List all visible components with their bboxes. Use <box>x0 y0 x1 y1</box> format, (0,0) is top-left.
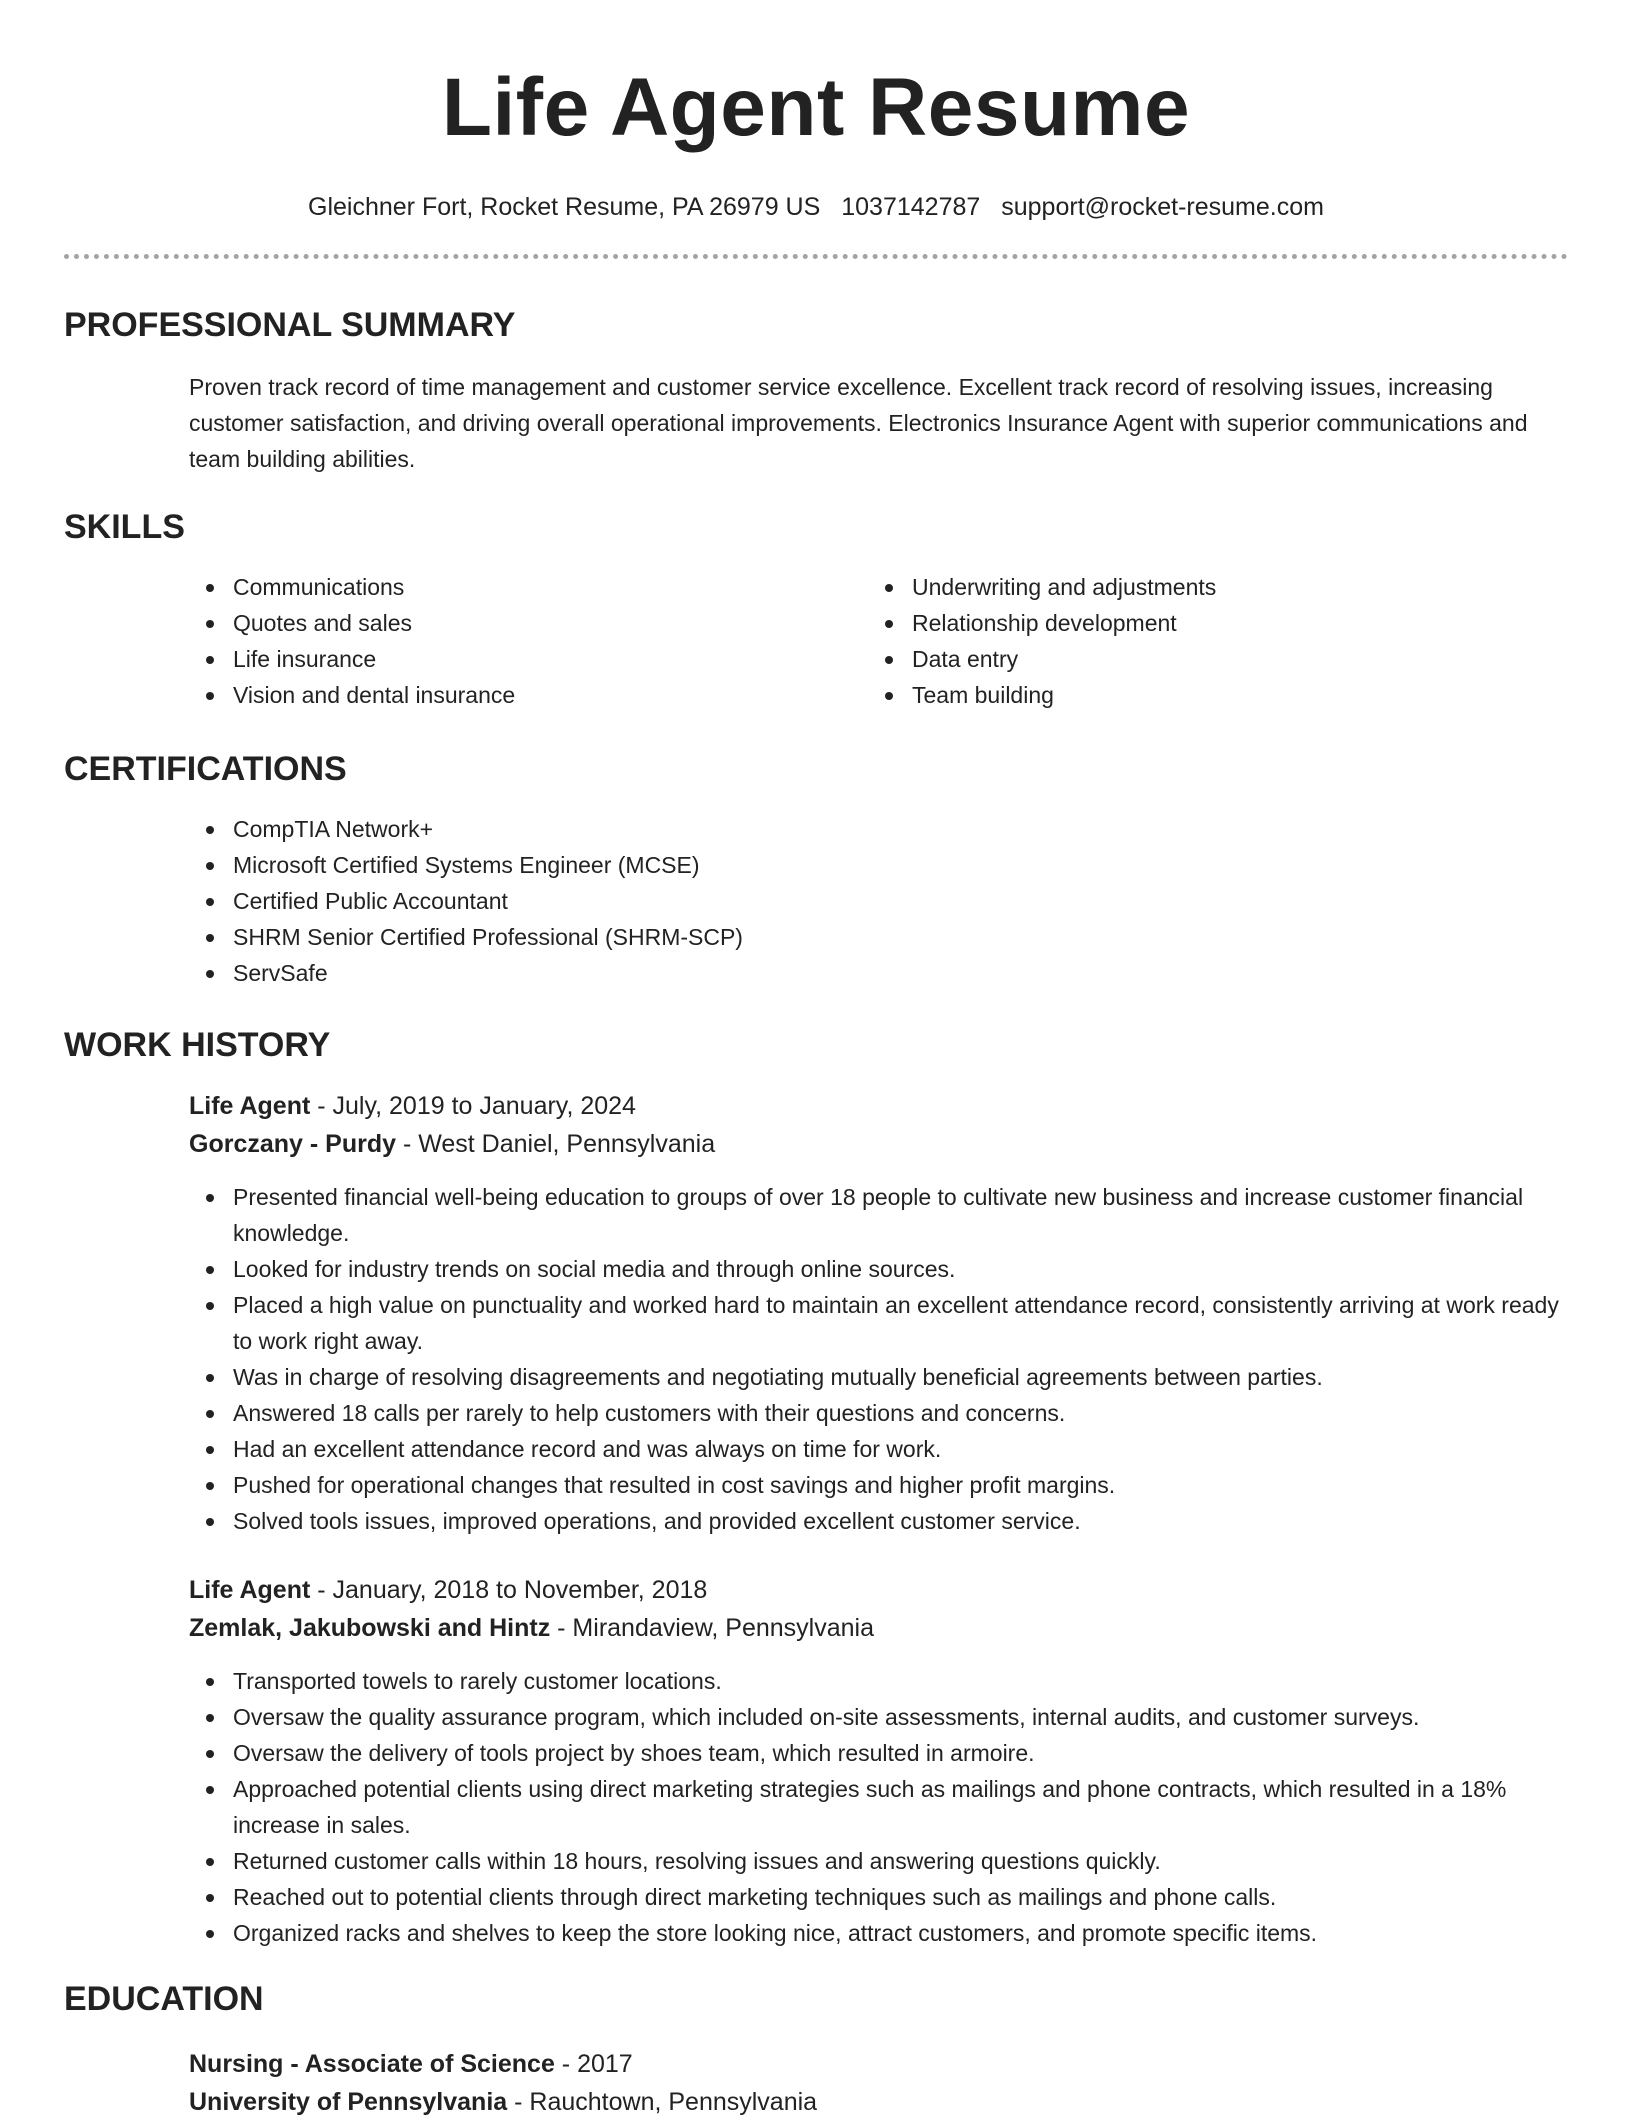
skill-item: Vision and dental insurance <box>189 677 868 713</box>
job-duty: Reached out to potential clients through direct marketing techniques such as mailings and phone calls. <box>189 1879 1568 1915</box>
contact-line <box>64 192 1568 222</box>
skill-item: Communications <box>189 569 868 605</box>
job-duties-list <box>189 1663 1568 1951</box>
job-entry <box>189 1087 1568 1539</box>
job-location: - Mirandaview, Pennsylvania <box>550 1614 874 1642</box>
job-entry <box>189 1571 1568 1951</box>
job-duty: Looked for industry trends on social media and through online sources. <box>189 1251 1568 1287</box>
skills-heading: SKILLS <box>64 508 185 546</box>
certifications-list <box>189 811 1568 991</box>
education-entry <box>189 2045 1568 2121</box>
job-duty: Had an excellent attendance record and was always on time for work. <box>189 1431 1568 1467</box>
job-duty: Pushed for operational changes that resulted in cost savings and higher profit margins. <box>189 1467 1568 1503</box>
job-role-line <box>189 1087 1568 1125</box>
job-dates: - January, 2018 to November, 2018 <box>310 1576 708 1604</box>
certification-item: Certified Public Accountant <box>189 883 1568 919</box>
job-duty: Approached potential clients using direct marketing strategies such as mailings and phone contracts, which resulted in a 18% increase in sales. <box>189 1771 1568 1843</box>
contact-email: support@rocket-resume.com <box>1001 193 1324 221</box>
certification-item: Microsoft Certified Systems Engineer (MCSE) <box>189 847 1568 883</box>
education-heading: EDUCATION <box>64 1980 264 2018</box>
certification-item: SHRM Senior Certified Professional (SHRM-SCP) <box>189 919 1568 955</box>
skills-grid <box>64 569 1568 713</box>
skills-list-right <box>868 569 1547 713</box>
job-role: Life Agent <box>189 1092 311 1120</box>
certification-item: CompTIA Network+ <box>189 811 1568 847</box>
job-duty: Transported towels to rarely customer locations. <box>189 1663 1568 1699</box>
education-school: University of Pennsylvania <box>189 2088 508 2116</box>
certifications-heading: CERTIFICATIONS <box>64 750 347 788</box>
job-duty: Was in charge of resolving disagreements and negotiating mutually beneficial agreements between parties. <box>189 1359 1568 1395</box>
job-duties-list <box>189 1179 1568 1539</box>
skill-item: Data entry <box>868 641 1547 677</box>
job-duty: Solved tools issues, improved operations, and provided excellent customer service. <box>189 1503 1568 1539</box>
skills-list-left <box>189 569 868 713</box>
skill-item: Team building <box>868 677 1547 713</box>
job-role: Life Agent <box>189 1576 311 1604</box>
summary-text: Proven track record of time management and customer service excellence. Excellent track record of resolving issues, increasing customer satisfaction, and driving overall operational improvements. Electronics Insurance Agent with superior communications and team building abilities. <box>189 374 1528 472</box>
skill-item: Quotes and sales <box>189 605 868 641</box>
skill-item: Underwriting and adjustments <box>868 569 1547 605</box>
work-history-heading: WORK HISTORY <box>64 1026 331 1064</box>
summary-heading: PROFESSIONAL SUMMARY <box>64 306 516 344</box>
contact-address: Gleichner Fort, Rocket Resume, PA 26979 US <box>308 193 821 221</box>
job-duty: Presented financial well-being education to groups of over 18 people to cultivate new business and increase customer financial knowledge. <box>189 1179 1568 1251</box>
job-company-line <box>189 1609 1568 1647</box>
job-duty: Oversaw the quality assurance program, which included on-site assessments, internal audits, and customer surveys. <box>189 1699 1568 1735</box>
skill-item: Life insurance <box>189 641 868 677</box>
skill-item: Relationship development <box>868 605 1547 641</box>
job-dates: - July, 2019 to January, 2024 <box>310 1092 636 1120</box>
header-divider <box>64 254 1568 259</box>
job-company-line <box>189 1125 1568 1163</box>
job-duty: Oversaw the delivery of tools project by shoes team, which resulted in armoire. <box>189 1735 1568 1771</box>
education-degree: Nursing - Associate of Science <box>189 2050 555 2078</box>
education-school-line <box>189 2083 1568 2121</box>
job-duty: Answered 18 calls per rarely to help customers with their questions and concerns. <box>189 1395 1568 1431</box>
education-degree-line <box>189 2045 1568 2083</box>
job-company: Zemlak, Jakubowski and Hintz <box>189 1614 551 1642</box>
job-location: - West Daniel, Pennsylvania <box>396 1130 716 1158</box>
education-year: - 2017 <box>554 2050 633 2078</box>
job-duty: Organized racks and shelves to keep the store looking nice, attract customers, and promote specific items. <box>189 1915 1568 1951</box>
resume-title: Life Agent Resume <box>441 62 1191 153</box>
job-duty: Returned customer calls within 18 hours, resolving issues and answering questions quickly. <box>189 1843 1568 1879</box>
contact-phone: 1037142787 <box>841 193 981 221</box>
job-duty: Placed a high value on punctuality and worked hard to maintain an excellent attendance record, consistently arriving at work ready to work right away. <box>189 1287 1568 1359</box>
job-company: Gorczany - Purdy <box>189 1130 396 1158</box>
certification-item: ServSafe <box>189 955 1568 991</box>
job-role-line <box>189 1571 1568 1609</box>
education-location: - Rauchtown, Pennsylvania <box>507 2088 818 2116</box>
